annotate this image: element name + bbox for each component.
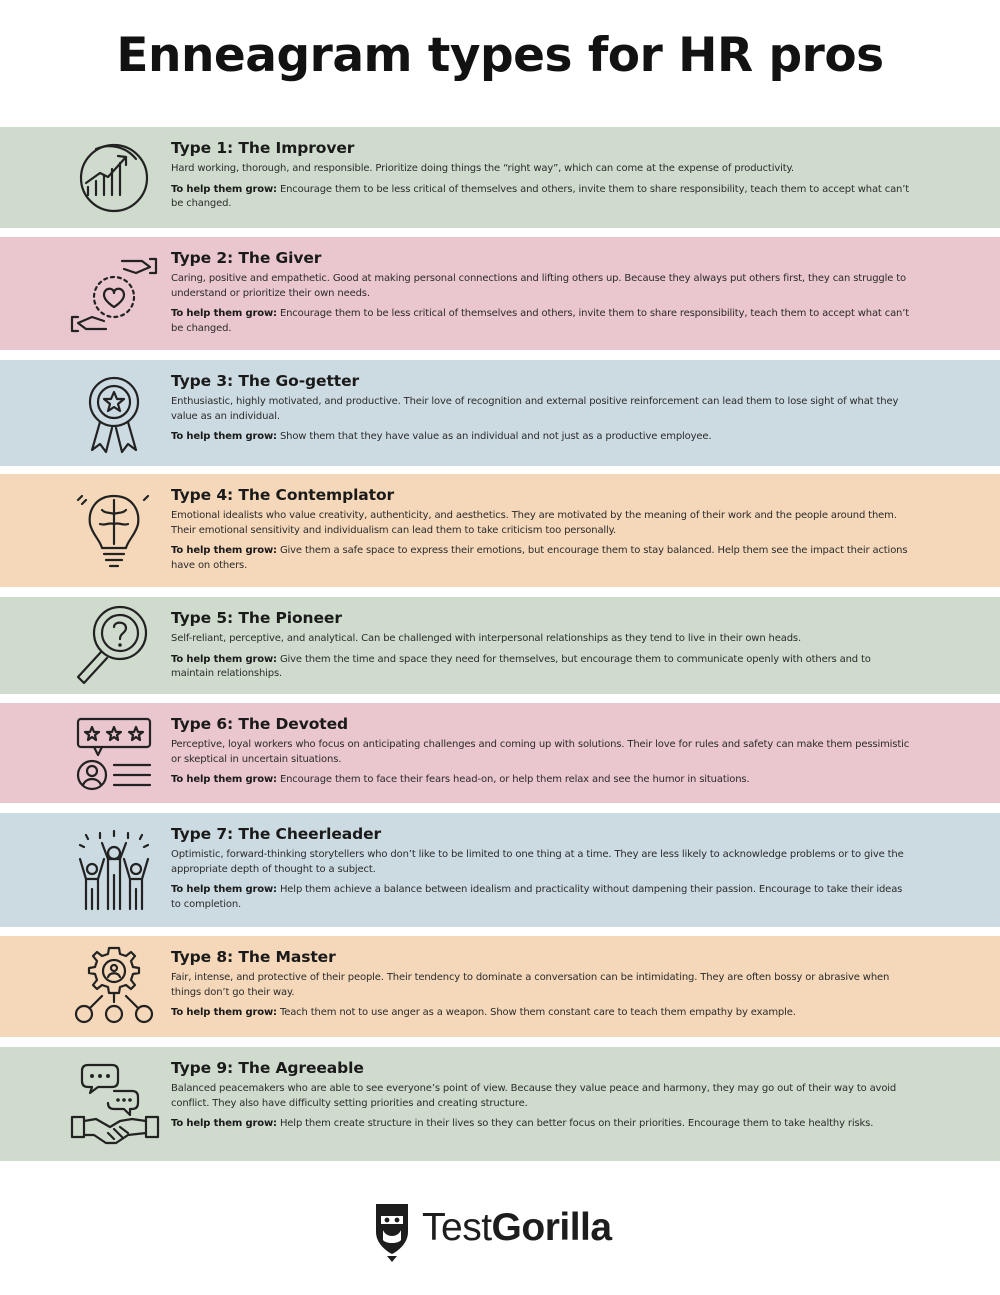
type-description: Enthusiastic, highly motivated, and productive. Their love of recognition and external positive reinforcement can lead them to lose sight of what they value as an individual. xyxy=(171,396,899,422)
type-heading: Type 5: The Pioneer xyxy=(171,609,342,627)
grow-text: Give them the time and space they need for themselves, but encourage them to communicate openly with others and to maintain relationships. xyxy=(171,653,871,679)
type-description: Perceptive, loyal workers who focus on anticipating challenges and coming up with solutions. Their love for rules and safety can make them pessimistic or skeptical in uncertain situations. xyxy=(171,739,910,765)
grow-text: Encourage them to be less critical of themselves and others, invite them to share responsibility, teach them to accept what can’t be changed. xyxy=(171,308,910,334)
type-description: Self-reliant, perceptive, and analytical. Can be challenged with interpersonal relationships as they tend to live in their own heads. xyxy=(171,633,802,644)
type-description: Caring, positive and empathetic. Good at making personal connections and lifting others up. Because they always put others first, they can struggle to understand or prioritize their own needs. xyxy=(171,273,907,299)
type-card-2 xyxy=(0,237,1000,350)
grow-text: Help them create structure in their lives so they can better focus on their priorities. Encourage them to take healthy risks. xyxy=(279,1118,874,1129)
brain-bulb-icon xyxy=(66,488,162,574)
type-heading: Type 8: The Master xyxy=(171,948,336,966)
grow-advice xyxy=(171,773,910,788)
type-card-4 xyxy=(0,474,1000,587)
grow-text: Give them a safe space to express their emotions, but encourage them to stay balanced. Help them see the impact their actions have on others. xyxy=(171,545,908,571)
grow-advice xyxy=(171,307,910,336)
grow-advice xyxy=(171,883,910,912)
type-description: Optimistic, forward-thinking storytellers who don’t like to be limited to one thing at a time. They are less likely to acknowledge problems or to give the appropriate depth of thought to a subject. xyxy=(171,849,904,875)
hands-heart-icon xyxy=(66,251,162,337)
grow-label: To help them grow: xyxy=(171,774,277,785)
testgorilla-logo xyxy=(370,1196,630,1266)
type-card-3 xyxy=(0,360,1000,466)
type-card-9 xyxy=(0,1047,1000,1161)
magnifier-question-icon xyxy=(66,603,162,689)
type-description: Balanced peacemakers who are able to see everyone’s point of view. Because they value peace and harmony, they may go out of their way to avoid conflict. They also have difficulty setting priorities and creating structure. xyxy=(171,1083,897,1109)
type-description: Emotional idealists who value creativity, authenticity, and aesthetics. They are motivated by the meaning of their work and the people around them. Their emotional sensitivity and individualism can lead them to take criticism too personally. xyxy=(171,510,897,536)
gorilla-logo-icon xyxy=(370,1198,414,1262)
grow-label: To help them grow: xyxy=(171,1007,277,1018)
gear-network-icon xyxy=(66,944,162,1030)
type-card-6 xyxy=(0,703,1000,803)
grow-label: To help them grow: xyxy=(171,1118,277,1129)
type-heading: Type 7: The Cheerleader xyxy=(171,825,382,843)
type-card-1 xyxy=(0,127,1000,228)
type-heading: Type 4: The Contemplator xyxy=(171,486,395,504)
grow-label: To help them grow: xyxy=(171,884,277,895)
type-description: Fair, intense, and protective of their people. Their tendency to dominate a conversation can be intimidating. They are often bossy or abrasive when things don’t go their way. xyxy=(171,972,890,998)
type-description: Hard working, thorough, and responsible. Prioritize doing things the “right way”, which can come at the expense of productivity. xyxy=(171,163,794,174)
grow-text: Encourage them to face their fears head-on, or help them relax and see the humor in situations. xyxy=(279,774,750,785)
type-heading: Type 2: The Giver xyxy=(171,249,322,267)
grow-text: Help them achieve a balance between idealism and practicality without dampening their passion. Encourage to take their ideas to completion. xyxy=(171,884,903,910)
grow-text: Teach them not to use anger as a weapon. Show them constant care to teach them empathy by example. xyxy=(279,1007,796,1018)
grow-label: To help them grow: xyxy=(171,431,277,442)
celebrating-people-icon xyxy=(66,829,162,915)
grow-advice xyxy=(171,430,910,445)
grow-advice xyxy=(171,1006,910,1021)
grow-advice xyxy=(171,1117,910,1132)
type-heading: Type 6: The Devoted xyxy=(171,715,348,733)
growth-chart-icon xyxy=(66,135,162,221)
grow-text: Encourage them to be less critical of themselves and others, invite them to share responsibility, teach them to accept what can’t be changed. xyxy=(171,183,910,209)
grow-label: To help them grow: xyxy=(171,545,277,556)
type-heading: Type 1: The Improver xyxy=(171,139,355,157)
grow-advice xyxy=(171,183,910,212)
type-card-8 xyxy=(0,936,1000,1037)
award-badge-icon xyxy=(66,372,162,458)
type-card-7 xyxy=(0,813,1000,927)
grow-label: To help them grow: xyxy=(171,183,277,195)
grow-label: To help them grow: xyxy=(171,653,277,665)
handshake-chat-icon xyxy=(66,1061,162,1147)
grow-text: Show them that they have value as an individual and not just as a productive employee. xyxy=(279,431,712,442)
rating-profile-icon xyxy=(66,711,162,797)
page-title: Enneagram types for HR pros xyxy=(116,28,884,83)
type-heading: Type 9: The Agreeable xyxy=(171,1059,364,1077)
grow-advice xyxy=(171,653,910,682)
type-card-5 xyxy=(0,597,1000,694)
logo-text-gorilla: Gorilla xyxy=(491,1206,612,1249)
grow-advice xyxy=(171,544,910,573)
type-heading: Type 3: The Go-getter xyxy=(171,372,360,390)
grow-label: To help them grow: xyxy=(171,308,277,319)
logo-text-test: Test xyxy=(422,1206,492,1249)
